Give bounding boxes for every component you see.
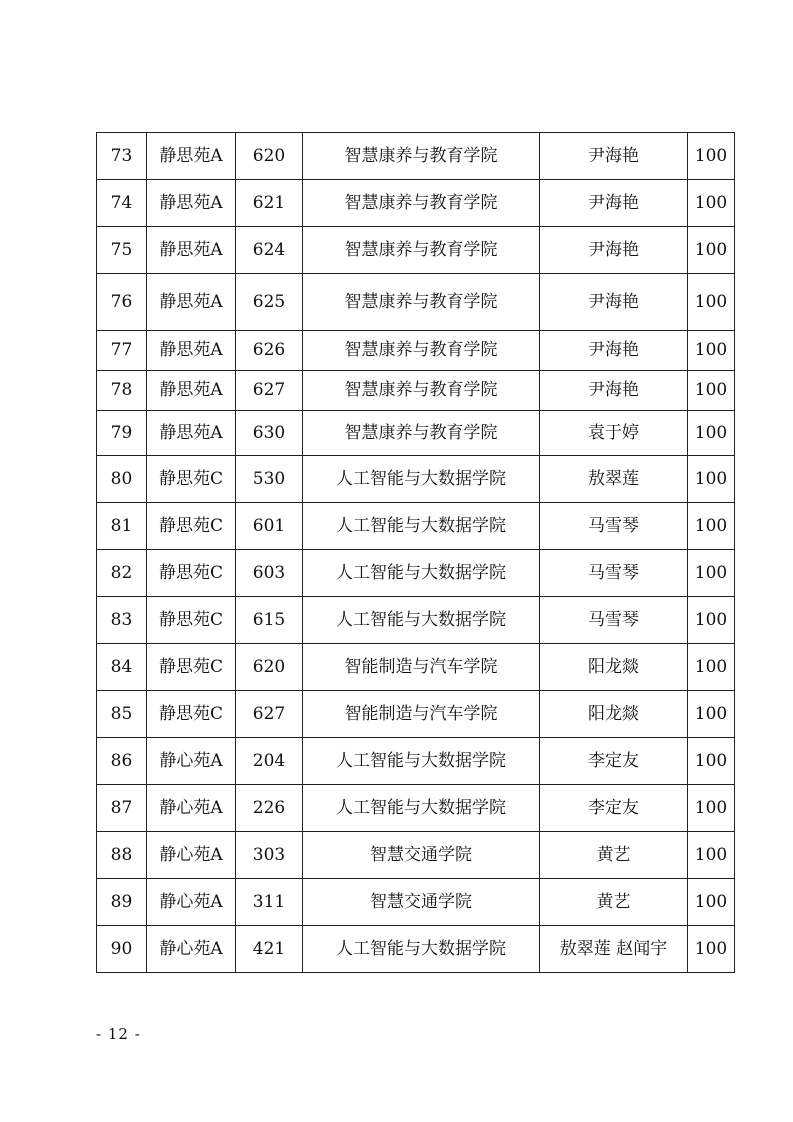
building-cell: 静心苑A bbox=[147, 785, 236, 832]
score-cell: 100 bbox=[688, 456, 735, 503]
room-cell: 311 bbox=[236, 879, 303, 926]
staff-cell: 尹海艳 bbox=[540, 227, 688, 274]
row-number-cell: 74 bbox=[97, 180, 147, 227]
building-cell: 静思苑C bbox=[147, 597, 236, 644]
row-number-cell: 76 bbox=[97, 274, 147, 331]
building-cell: 静心苑A bbox=[147, 926, 236, 973]
building-cell: 静思苑C bbox=[147, 456, 236, 503]
college-cell: 智慧康养与教育学院 bbox=[303, 411, 540, 456]
row-number-cell: 90 bbox=[97, 926, 147, 973]
table-row bbox=[97, 503, 735, 550]
building-cell: 静思苑A bbox=[147, 411, 236, 456]
score-cell: 100 bbox=[688, 879, 735, 926]
staff-cell: 黄艺 bbox=[540, 832, 688, 879]
room-cell: 601 bbox=[236, 503, 303, 550]
staff-cell: 阳龙燚 bbox=[540, 644, 688, 691]
room-cell: 226 bbox=[236, 785, 303, 832]
row-number-cell: 75 bbox=[97, 227, 147, 274]
row-number-cell: 89 bbox=[97, 879, 147, 926]
room-cell: 626 bbox=[236, 331, 303, 371]
row-number-cell: 88 bbox=[97, 832, 147, 879]
table-row bbox=[97, 644, 735, 691]
dorm-score-table bbox=[96, 132, 735, 973]
building-cell: 静思苑A bbox=[147, 133, 236, 180]
college-cell: 人工智能与大数据学院 bbox=[303, 597, 540, 644]
college-cell: 智慧康养与教育学院 bbox=[303, 180, 540, 227]
row-number-cell: 82 bbox=[97, 550, 147, 597]
score-cell: 100 bbox=[688, 227, 735, 274]
staff-cell: 敖翠莲 bbox=[540, 456, 688, 503]
building-cell: 静思苑A bbox=[147, 227, 236, 274]
staff-cell: 尹海艳 bbox=[540, 180, 688, 227]
staff-cell: 敖翠莲 赵闻宇 bbox=[540, 926, 688, 973]
staff-cell: 尹海艳 bbox=[540, 371, 688, 411]
building-cell: 静思苑A bbox=[147, 274, 236, 331]
building-cell: 静心苑A bbox=[147, 738, 236, 785]
room-cell: 615 bbox=[236, 597, 303, 644]
score-cell: 100 bbox=[688, 411, 735, 456]
score-cell: 100 bbox=[688, 133, 735, 180]
college-cell: 智慧康养与教育学院 bbox=[303, 371, 540, 411]
table-row bbox=[97, 180, 735, 227]
college-cell: 智慧康养与教育学院 bbox=[303, 133, 540, 180]
staff-cell: 尹海艳 bbox=[540, 331, 688, 371]
table-row bbox=[97, 371, 735, 411]
staff-cell: 尹海艳 bbox=[540, 274, 688, 331]
room-cell: 421 bbox=[236, 926, 303, 973]
room-cell: 630 bbox=[236, 411, 303, 456]
row-number-cell: 85 bbox=[97, 691, 147, 738]
staff-cell: 马雪琴 bbox=[540, 550, 688, 597]
college-cell: 人工智能与大数据学院 bbox=[303, 785, 540, 832]
building-cell: 静思苑C bbox=[147, 503, 236, 550]
college-cell: 智能制造与汽车学院 bbox=[303, 691, 540, 738]
room-cell: 530 bbox=[236, 456, 303, 503]
table-row bbox=[97, 411, 735, 456]
row-number-cell: 87 bbox=[97, 785, 147, 832]
staff-cell: 李定友 bbox=[540, 785, 688, 832]
staff-cell: 尹海艳 bbox=[540, 133, 688, 180]
room-cell: 627 bbox=[236, 371, 303, 411]
room-cell: 627 bbox=[236, 691, 303, 738]
staff-cell: 阳龙燚 bbox=[540, 691, 688, 738]
staff-cell: 黄艺 bbox=[540, 879, 688, 926]
staff-cell: 袁于婷 bbox=[540, 411, 688, 456]
room-cell: 603 bbox=[236, 550, 303, 597]
room-cell: 620 bbox=[236, 133, 303, 180]
table-row bbox=[97, 597, 735, 644]
table-row bbox=[97, 227, 735, 274]
building-cell: 静心苑A bbox=[147, 832, 236, 879]
score-cell: 100 bbox=[688, 331, 735, 371]
table-row bbox=[97, 738, 735, 785]
room-cell: 625 bbox=[236, 274, 303, 331]
table-row bbox=[97, 879, 735, 926]
row-number-cell: 86 bbox=[97, 738, 147, 785]
score-cell: 100 bbox=[688, 274, 735, 331]
room-cell: 624 bbox=[236, 227, 303, 274]
page-number: - 12 - bbox=[96, 1025, 141, 1043]
table-row bbox=[97, 550, 735, 597]
college-cell: 人工智能与大数据学院 bbox=[303, 456, 540, 503]
row-number-cell: 78 bbox=[97, 371, 147, 411]
room-cell: 204 bbox=[236, 738, 303, 785]
row-number-cell: 84 bbox=[97, 644, 147, 691]
row-number-cell: 83 bbox=[97, 597, 147, 644]
staff-cell: 李定友 bbox=[540, 738, 688, 785]
college-cell: 智慧康养与教育学院 bbox=[303, 331, 540, 371]
table-row bbox=[97, 691, 735, 738]
room-cell: 303 bbox=[236, 832, 303, 879]
table-row bbox=[97, 133, 735, 180]
college-cell: 人工智能与大数据学院 bbox=[303, 738, 540, 785]
building-cell: 静思苑A bbox=[147, 371, 236, 411]
building-cell: 静思苑C bbox=[147, 691, 236, 738]
building-cell: 静思苑C bbox=[147, 550, 236, 597]
score-cell: 100 bbox=[688, 180, 735, 227]
table-row bbox=[97, 926, 735, 973]
score-cell: 100 bbox=[688, 503, 735, 550]
college-cell: 人工智能与大数据学院 bbox=[303, 926, 540, 973]
score-cell: 100 bbox=[688, 738, 735, 785]
building-cell: 静心苑A bbox=[147, 879, 236, 926]
table-row bbox=[97, 456, 735, 503]
score-cell: 100 bbox=[688, 371, 735, 411]
score-cell: 100 bbox=[688, 691, 735, 738]
score-cell: 100 bbox=[688, 785, 735, 832]
score-cell: 100 bbox=[688, 926, 735, 973]
row-number-cell: 79 bbox=[97, 411, 147, 456]
score-cell: 100 bbox=[688, 550, 735, 597]
row-number-cell: 80 bbox=[97, 456, 147, 503]
row-number-cell: 73 bbox=[97, 133, 147, 180]
college-cell: 智慧交通学院 bbox=[303, 832, 540, 879]
staff-cell: 马雪琴 bbox=[540, 503, 688, 550]
score-cell: 100 bbox=[688, 597, 735, 644]
table-row bbox=[97, 785, 735, 832]
room-cell: 621 bbox=[236, 180, 303, 227]
building-cell: 静思苑A bbox=[147, 180, 236, 227]
table-row bbox=[97, 832, 735, 879]
building-cell: 静思苑C bbox=[147, 644, 236, 691]
college-cell: 人工智能与大数据学院 bbox=[303, 503, 540, 550]
row-number-cell: 77 bbox=[97, 331, 147, 371]
college-cell: 智慧康养与教育学院 bbox=[303, 274, 540, 331]
room-cell: 620 bbox=[236, 644, 303, 691]
table-row bbox=[97, 331, 735, 371]
college-cell: 智慧康养与教育学院 bbox=[303, 227, 540, 274]
table-body bbox=[97, 133, 735, 973]
score-cell: 100 bbox=[688, 644, 735, 691]
row-number-cell: 81 bbox=[97, 503, 147, 550]
score-cell: 100 bbox=[688, 832, 735, 879]
college-cell: 智慧交通学院 bbox=[303, 879, 540, 926]
building-cell: 静思苑A bbox=[147, 331, 236, 371]
table-row bbox=[97, 274, 735, 331]
college-cell: 智能制造与汽车学院 bbox=[303, 644, 540, 691]
staff-cell: 马雪琴 bbox=[540, 597, 688, 644]
college-cell: 人工智能与大数据学院 bbox=[303, 550, 540, 597]
